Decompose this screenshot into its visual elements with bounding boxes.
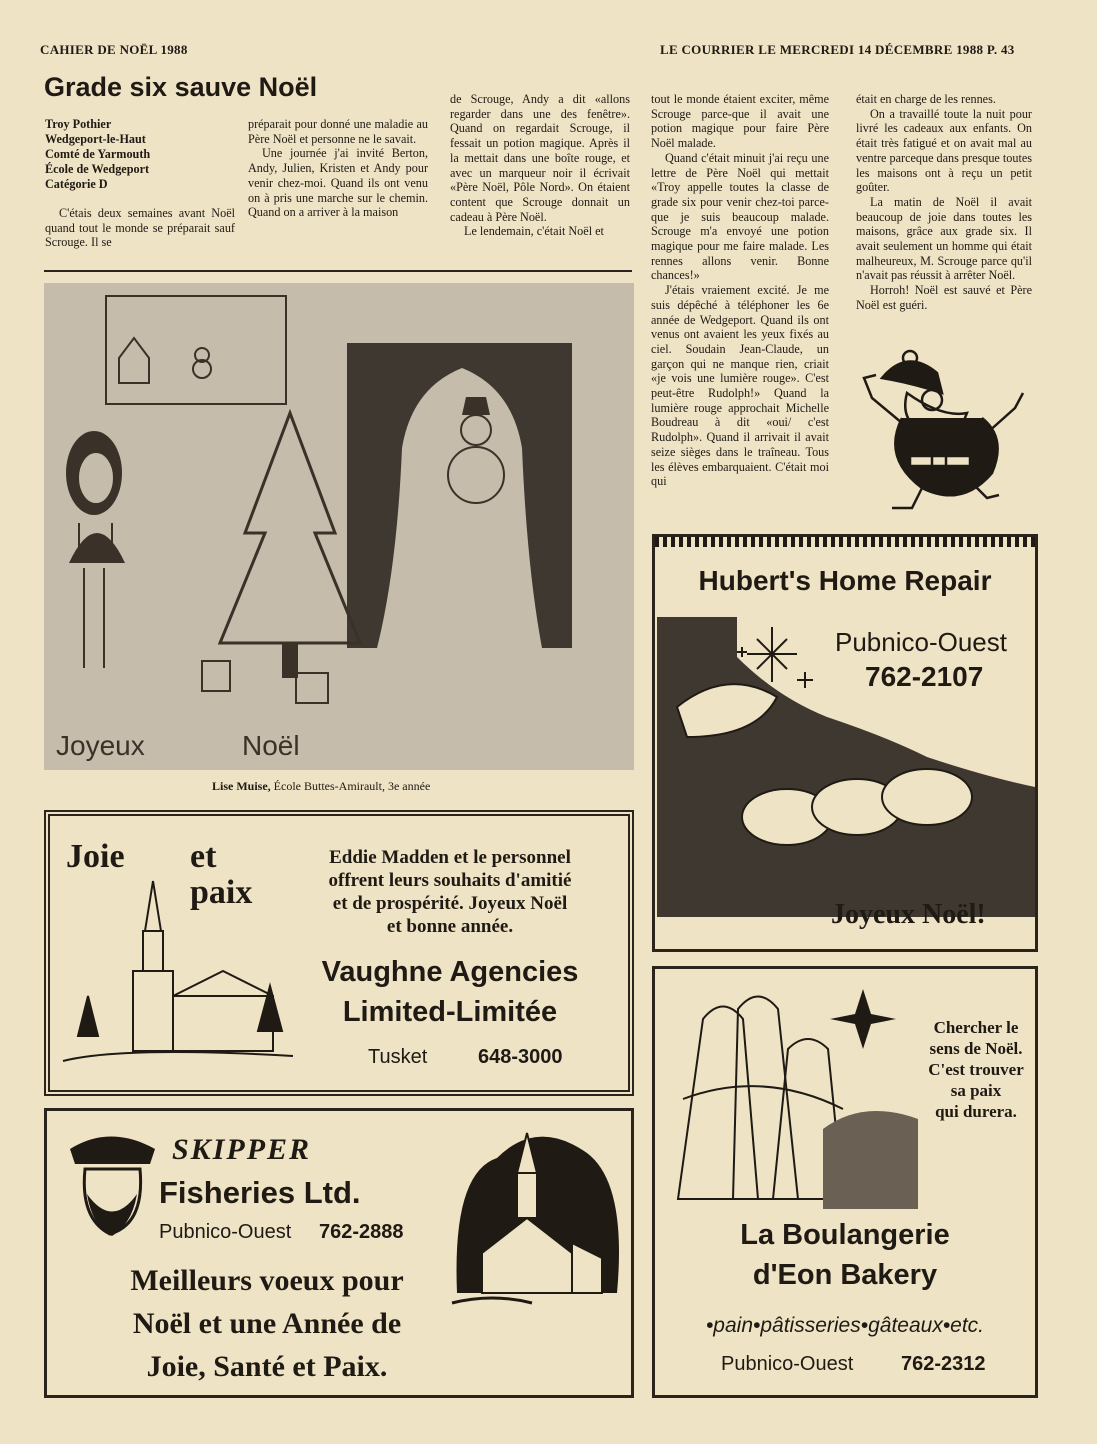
- message-line: Noël et une Année de: [132, 1307, 402, 1340]
- ad-joie-label: Joie: [66, 838, 125, 875]
- ad-skipper-fisheries: [44, 1108, 634, 1398]
- divider: [44, 270, 632, 272]
- message-line: Meilleurs voeux pour: [130, 1264, 404, 1297]
- caption-school: École Buttes-Amirault, 3e année: [270, 779, 431, 793]
- message-line: sa paix: [950, 1081, 1002, 1100]
- paragraph: Horroh! Noël est sauvé et Père Noël est guéri.: [856, 283, 1032, 312]
- author-county: Comté de Yarmouth: [45, 147, 151, 161]
- ad-vaughne-message: [290, 846, 610, 938]
- santa-illustration: [852, 338, 1028, 516]
- ad-hubert-greeting: Joyeux Noël!: [831, 899, 986, 930]
- author-town: Wedgeport-le-Haut: [45, 132, 146, 146]
- ad-hubert-town: Pubnico-Ouest: [835, 627, 1007, 657]
- drawing-image: [44, 283, 634, 770]
- paragraph: tout le monde étaient exciter, même Scrouge parce-que il avait une potion magique pour faire Père Noël malade.: [651, 92, 829, 151]
- drawing-caption: [212, 779, 430, 794]
- ad-skipper-brand: SKIPPER: [172, 1133, 312, 1166]
- paragraph: était en charge de les rennes.: [856, 92, 996, 106]
- message-line: offrent leurs souhaits d'amitié: [328, 870, 572, 891]
- fisherman-illustration: [65, 1129, 160, 1239]
- caption-artist: Lise Muise,: [212, 779, 271, 793]
- children-drawing: [44, 283, 634, 770]
- drawing-text-joyeux: Joyeux: [56, 730, 145, 761]
- article-column-3: [450, 92, 630, 239]
- message-line: Eddie Madden et le personnel: [329, 847, 571, 868]
- message-line: et de prospérité. Joyeux Noël: [332, 893, 568, 914]
- shepherds-illustration: [663, 979, 918, 1209]
- ad-boulangerie-phone: 762-2312: [901, 1353, 986, 1375]
- paragraph: Le lendemain, c'était Noël et: [464, 224, 604, 239]
- page-header: LE COURRIER LE MERCREDI 14 DÉCEMBRE 1988 P. 43: [660, 42, 1015, 57]
- paragraph: Une journée j'ai invité Berton, Andy, Julien, Kristen et Andy pour venir chez-moi. Quand ils ont venu on à pris une marche sur le chemin. Quand on a arriver à la maison: [248, 146, 428, 220]
- author-category: Catégorie D: [45, 177, 108, 191]
- ad-boulangerie-name-2: d'Eon Bakery: [752, 1259, 938, 1291]
- section-header: CAHIER DE NOËL 1988: [40, 42, 188, 57]
- message-line: C'est trouver: [928, 1060, 1024, 1079]
- church-illustration: [58, 876, 298, 1076]
- paragraph: On a travaillé toute la nuit pour livré les cadeaux aux enfants. On était très fatigué et on avait mal au ventre parceque dans presque toutes les maisons ont à reçu un petit goûter.: [856, 106, 1032, 195]
- ad-vaughne-name-2: Limited-Limitée: [342, 996, 558, 1028]
- ad-skipper-message: [77, 1259, 457, 1388]
- article-column-4: [651, 92, 829, 489]
- drawing-text-noel: Noël: [242, 730, 300, 761]
- article-column-2: [248, 117, 428, 220]
- paragraph: préparait pour donné une maladie au Père Noël et personne ne le savait.: [248, 117, 428, 146]
- message-line: sens de Noël.: [929, 1039, 1023, 1058]
- ad-et-label: et: [190, 838, 217, 875]
- ad-skipper-town: Pubnico-Ouest: [159, 1221, 292, 1243]
- ad-vaughne-name-1: Vaughne Agencies: [321, 956, 579, 988]
- ad-vaughne-agencies: [44, 810, 634, 1096]
- article-title: Grade six sauve Noël: [44, 72, 318, 102]
- ad-boulangerie-message: [917, 1017, 1035, 1122]
- ad-vaughne-phone: 648-3000: [478, 1046, 563, 1068]
- stone-church-illustration: [447, 1123, 627, 1323]
- ad-skipper-phone: 762-2888: [319, 1221, 404, 1243]
- article-column-1: [45, 117, 235, 250]
- ad-boulangerie-town: Pubnico-Ouest: [721, 1353, 854, 1375]
- paragraph: J'étais vraiement excité. Je me suis dépêché à téléphoner les 6e année de Wedgeport. Quand ils ont venus ont avaient les yeux fixés au ciel. Soudain Jean-Claude, un garçon qui ne manque rien, criait «je vois une lumière rouge». C'est peut-être Rudolph!» Quand la lumière rouge approchait Michelle Boudreau à dit «oui/ c'est Rudolph». Quand il arrivait il avait seize sièges dans le traîneau. Tous les élèves embarquaient. C'était moi qui: [651, 283, 829, 489]
- ad-boulangerie-name-1: La Boulangerie: [740, 1219, 950, 1251]
- message-line: qui durera.: [935, 1102, 1017, 1121]
- ad-hubert-phone: 762-2107: [865, 661, 984, 692]
- paragraph: La matin de Noël il avait beaucoup de joie dans toutes les maisons, grâce aux grade six. Il avait seulement un homme qui était malheureux, M. Scrouge parce qu'il n'avait pas réussit à arrêter Noël.: [856, 194, 1032, 283]
- byline: [45, 117, 235, 192]
- ad-vaughne-town: Tusket: [368, 1046, 428, 1068]
- paragraph: de Scrouge, Andy a dit «allons regarder dans une des fenêtre». Quand on regardait Scrouge, il fessait un potion magique. Après il la mettait dans une boîte rouge, et avec un marqueur noir il écrivait «Père Noël, Pôle Nord». On étaient content que Scrouge donnait un cadeau à Père Noël.: [450, 92, 630, 224]
- author-school: École de Wedgeport: [45, 162, 150, 176]
- paragraph: C'étais deux semaines avant Noël quand tout le monde se préparait sauf Scrouge. Il se: [45, 206, 235, 250]
- author-name: Troy Pothier: [45, 117, 112, 131]
- paragraph: Quand c'était minuit j'ai reçu une lettre de Père Noël qui mettait «Troy appelle toutes la classe de grade six pour venir chez-toi parce-que je suis beaucoup malade. Scrouge m'a envoyé une potion magique pour me faire malade. Les rennes allons venir. Bonne chances!»: [651, 150, 829, 283]
- ad-paix-label: paix: [190, 874, 253, 911]
- message-line: et bonne année.: [386, 916, 514, 937]
- ad-skipper-name: Fisheries Ltd.: [159, 1175, 361, 1210]
- article-column-5: [856, 92, 1032, 313]
- message-line: Joie, Santé et Paix.: [146, 1350, 388, 1383]
- ad-hubert-name: Hubert's Home Repair: [698, 565, 992, 596]
- ad-border-top: [655, 537, 1035, 547]
- ad-boulangerie-deon: [652, 966, 1038, 1398]
- ad-huberts-home-repair: [652, 534, 1038, 952]
- message-line: Chercher le: [933, 1018, 1019, 1037]
- ad-boulangerie-tagline: •pain•pâtisseries•gâteaux•etc.: [705, 1314, 985, 1337]
